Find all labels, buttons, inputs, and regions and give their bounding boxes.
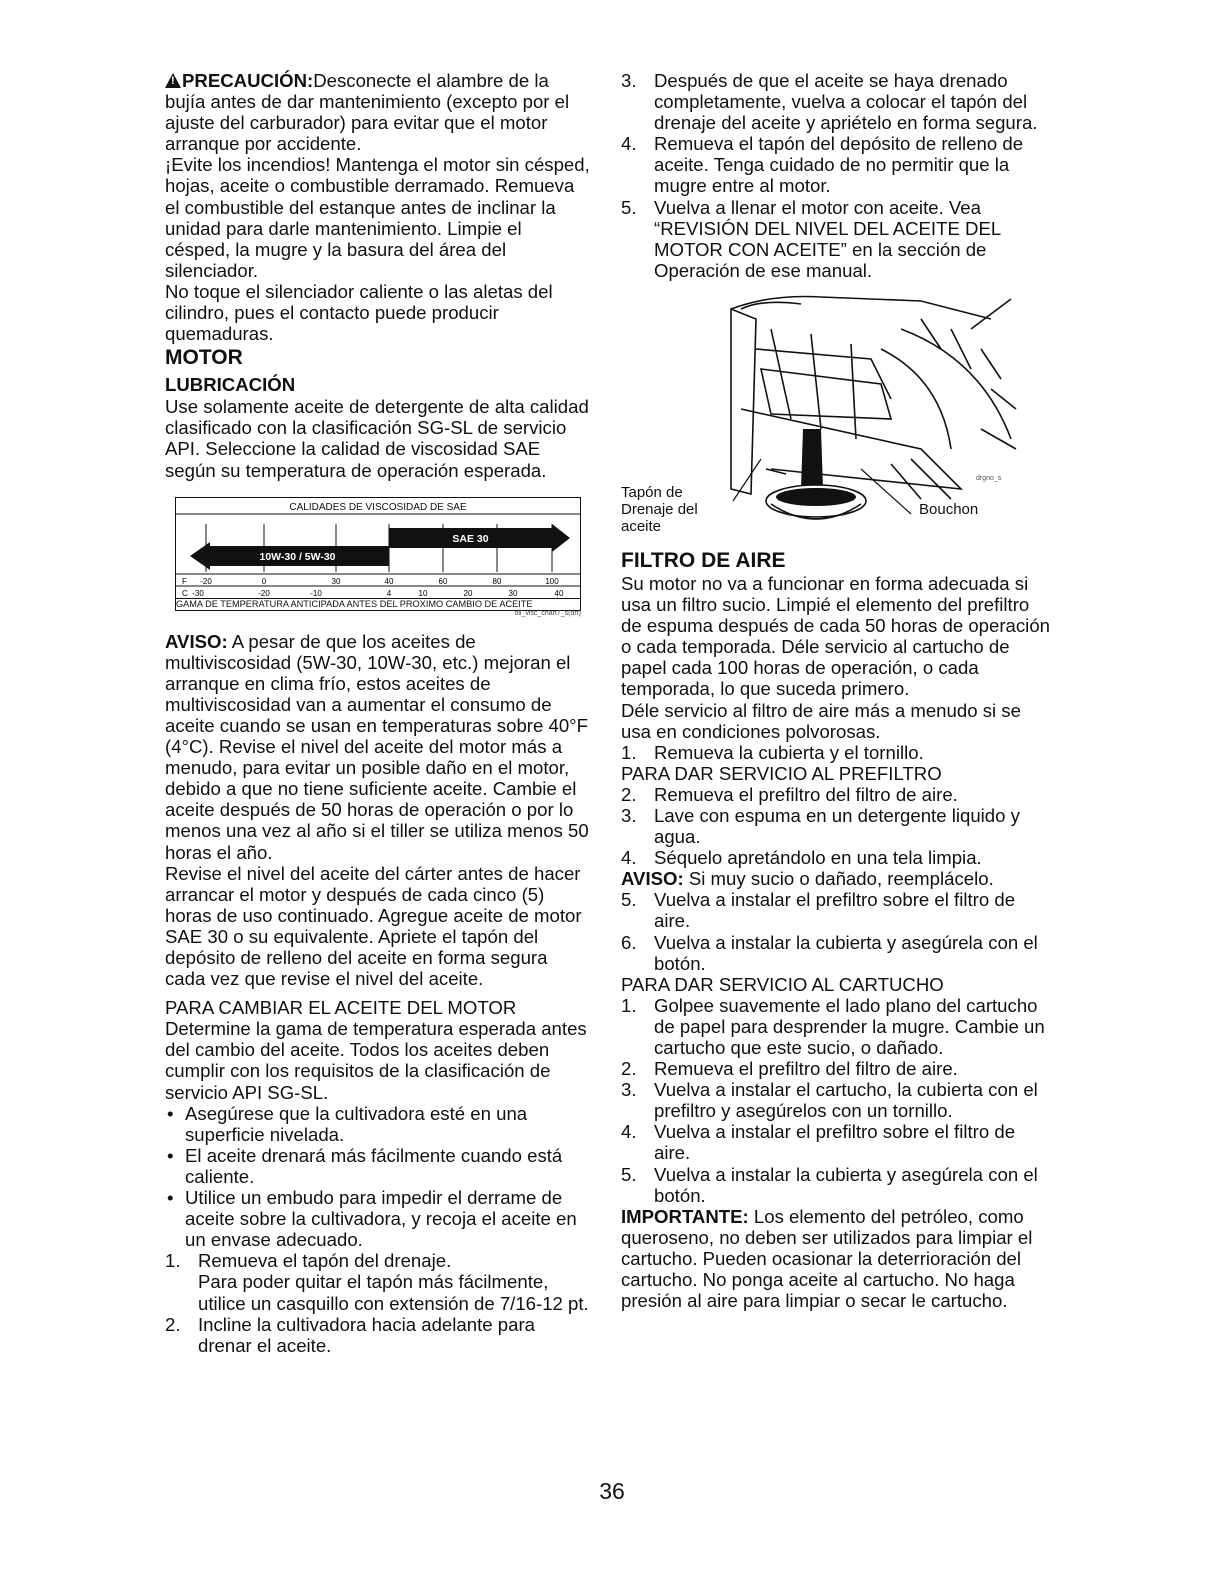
list-item: 2. Remueva el prefiltro del filtro de aire.: [621, 783, 958, 805]
chart-footer: GAMA DE TEMPERATURA ANTICIPADA ANTES DEL PROXIMO CAMBIO DE ACEITE: [176, 598, 580, 610]
list-item: 4. Remueva el tapón del depósito de relleno de aceite. Tenga cuidado de no permitir que la mugre entre al motor.: [621, 133, 1024, 197]
list-item: 5. Vuelva a instalar la cubierta y asegúrela con el botón.: [621, 1163, 1038, 1206]
f-tick-label: 60: [438, 576, 448, 586]
important-paragraph: IMPORTANTE: Los elemento del petróleo, como queroseno, no deben ser utilizados para limpiar el cartucho. Pueden ocasionar la deterrioración del cartucho. No ponga aceite al cartucho. No haga presión al aire para limpiar o secar le cartucho.: [621, 1205, 1033, 1312]
c-tick-label: 4: [386, 588, 392, 598]
caution-text: Desconecte el alambre de la bujía antes de dar mantenimiento (excepto por el ajuste del carburador) para evitar que el motor arranque por accidente.: [165, 70, 570, 155]
left-column: [165, 70, 590, 1356]
right-column: [621, 70, 1051, 1311]
page-number: 36: [599, 1478, 625, 1504]
c-tick-label: 20: [463, 588, 473, 598]
prefilter-heading: PARA DAR SERVICIO AL PREFILTRO: [621, 762, 942, 784]
list-item: • Asegúrese que la cultivadora esté en una superficie nivelada.: [167, 1102, 528, 1145]
motor-heading: MOTOR: [165, 346, 243, 370]
f-tick-label: 80: [492, 576, 502, 586]
air-filter-heading: FILTRO DE AIRE: [621, 548, 786, 572]
list-item: 2. Remueva el prefiltro del filtro de aire.: [621, 1058, 958, 1080]
caution-paragraph: [165, 70, 590, 154]
chart-plot: [176, 498, 580, 598]
list-item: 4. Séquelo apretándolo en una tela limpia.: [621, 847, 982, 869]
change-oil-text: Determine la gama de temperatura esperada antes del cambio del aceite. Todos los aceites deben cumplir con los requisitos de la clasificación de servicio API SG-SL.: [165, 1018, 587, 1103]
f-unit-label: F: [182, 576, 187, 586]
drain-plug-label: Tapón de Drenaje del aceite: [621, 483, 698, 535]
caution-label: PRECAUCIÓN:: [182, 70, 314, 91]
list-item: 1. Remueva la cubierta y el tornillo.: [621, 741, 924, 763]
c-tick-label: -10: [310, 588, 322, 598]
filter-text: Su motor no va a funcionar en forma adecuada si usa un filtro sucio. Limpié el elemento del prefiltro de espuma después de cada 50 horas de operación o cada temporada. Déle servicio al cartucho de papel cada 100 horas de operación, o cada temporada, lo que suceda primero.: [621, 572, 1050, 700]
list-item: 2. Incline la cultivadora hacia adelante para drenar el aceite.: [165, 1313, 535, 1356]
fire-paragraph: ¡Evite los incendios! Mantenga el motor sin césped, hojas, aceite o combustible derramado. Remueva el combustible del estanque antes de inclinar la unidad para darle mantenimiento. Limpie el césped, la mugre y la basura del área del silenciador.: [165, 154, 590, 281]
oil-drain-figure: [621, 289, 1031, 549]
c-tick-label: 10: [418, 588, 428, 598]
aviso-text: A pesar de que los aceites de multiviscosidad (5W-30, 10W-30, etc.) mejoran el arranque en clima frío, estos aceites de multiviscosidad van a aumentar el consumo de aceite cuando se usan en temperaturas sobre 40°F (4°C). Revise el nivel del aceite del motor más a menudo, para evitar un posible daño en el motor, debido a que no tiene suficiente aceite. Cambie el aceite después de 50 horas de operación o por lo menos una vez al año si el tiller se utiliza menos 50 horas el año.: [165, 630, 589, 863]
aviso-paragraph: [165, 631, 590, 863]
f-tick-label: 40: [384, 576, 394, 586]
aviso-label: AVISO:: [165, 630, 228, 652]
check-paragraph: Revise el nivel del aceite del cárter antes de hacer arrancar el motor y después de cada cinco (5) horas de uso continuado. Agregue aceite de motor SAE 30 o su equivalente. Apriete el tapón del depósito de relleno del aceite en forma segura cada vez que revise el nivel del aceite.: [165, 862, 582, 990]
bouchon-label: Bouchon: [919, 500, 979, 518]
list-item: 6. Vuelva a instalar la cubierta y asegúrela con el botón.: [621, 931, 1038, 974]
c-tick-label: -20: [258, 588, 270, 598]
c-tick-label: 40: [554, 588, 564, 598]
list-item: 3. Lave con espuma en un detergente liquido y agua.: [621, 804, 1020, 848]
list-item: Para poder quitar el tapón más fácilmente, utilice un casquillo con extensión de 7/16-12 pt.: [198, 1271, 589, 1314]
list-item: 4. Vuelva a instalar el prefiltro sobre el filtro de aire.: [621, 1121, 1016, 1164]
c-tick-label: -30: [192, 588, 204, 598]
list-item: 1. Golpee suavemente el lado plano del cartucho de papel para desprender la mugre. Cambie un cartucho que este sucio, o dañado.: [621, 994, 1045, 1058]
list-item: 5. Vuelva a llenar el motor con aceite. Vea “REVISIÓN DEL NIVEL DEL ACEITE DEL MOTOR CON ACEITE” en la sección de Operación de ese manual.: [621, 196, 1001, 281]
cartridge-heading: PARA DAR SERVICIO AL CARTUCHO: [621, 973, 944, 995]
series-label: 10W-30 / 5W-30: [259, 550, 336, 563]
list-item: • Utilice un embudo para impedir el derrame de aceite sobre la cultivadora, y recoja el aceite en un envase adecuado.: [167, 1187, 577, 1251]
aviso-paragraph-right: AVISO: Si muy sucio o dañado, reemplácelo.: [621, 868, 994, 890]
lubrication-heading: LUBRICACIÓN: [165, 374, 296, 396]
change-oil-heading: PARA CAMBIAR EL ACEITE DEL MOTOR: [165, 997, 517, 1019]
warning-icon: [165, 73, 181, 88]
lubrication-text: Use solamente aceite de detergente de alta calidad clasificado con la clasificación SG-SL de servicio API. Seleccione la calidad de viscosidad SAE según su temperatura de operación esperada.: [165, 396, 589, 481]
chart-code: oil_visc_chart7_s(drt): [514, 609, 581, 617]
list-item: 1. Remueva el tapón del drenaje.: [165, 1250, 452, 1272]
f-tick-label: 0: [261, 576, 267, 586]
figure-code: drgno_s: [976, 474, 1002, 482]
list-item: 3. Vuelva a instalar el cartucho, la cubierta con el prefiltro y asegúrelos con un tornillo.: [621, 1079, 1038, 1122]
chart-title: CALIDADES DE VISCOSIDAD DE SAE: [289, 501, 467, 513]
list-item: 5. Vuelva a instalar el prefiltro sobre el filtro de aire.: [621, 889, 1016, 932]
viscosity-chart: [175, 497, 581, 617]
series-label: SAE 30: [452, 532, 489, 545]
c-unit-label: C: [182, 588, 188, 598]
f-tick-label: -20: [200, 576, 212, 586]
f-tick-label: 30: [331, 576, 341, 586]
filter-text-2: Déle servicio al filtro de aire más a menudo si se usa en condiciones polvorosas.: [621, 699, 1021, 742]
muffler-paragraph: No toque el silenciador caliente o las aletas del cilindro, pues el contacto puede producir quemaduras.: [165, 280, 553, 345]
list-item: • El aceite drenará más fácilmente cuando está caliente.: [167, 1144, 563, 1187]
list-item: 3. Después de que el aceite se haya drenado completamente, vuelva a colocar el tapón del drenaje del aceite y apriételo en forma segura.: [621, 70, 1038, 134]
c-tick-label: 30: [508, 588, 518, 598]
f-tick-label: 100: [545, 576, 559, 586]
chart-frame: [175, 497, 581, 611]
